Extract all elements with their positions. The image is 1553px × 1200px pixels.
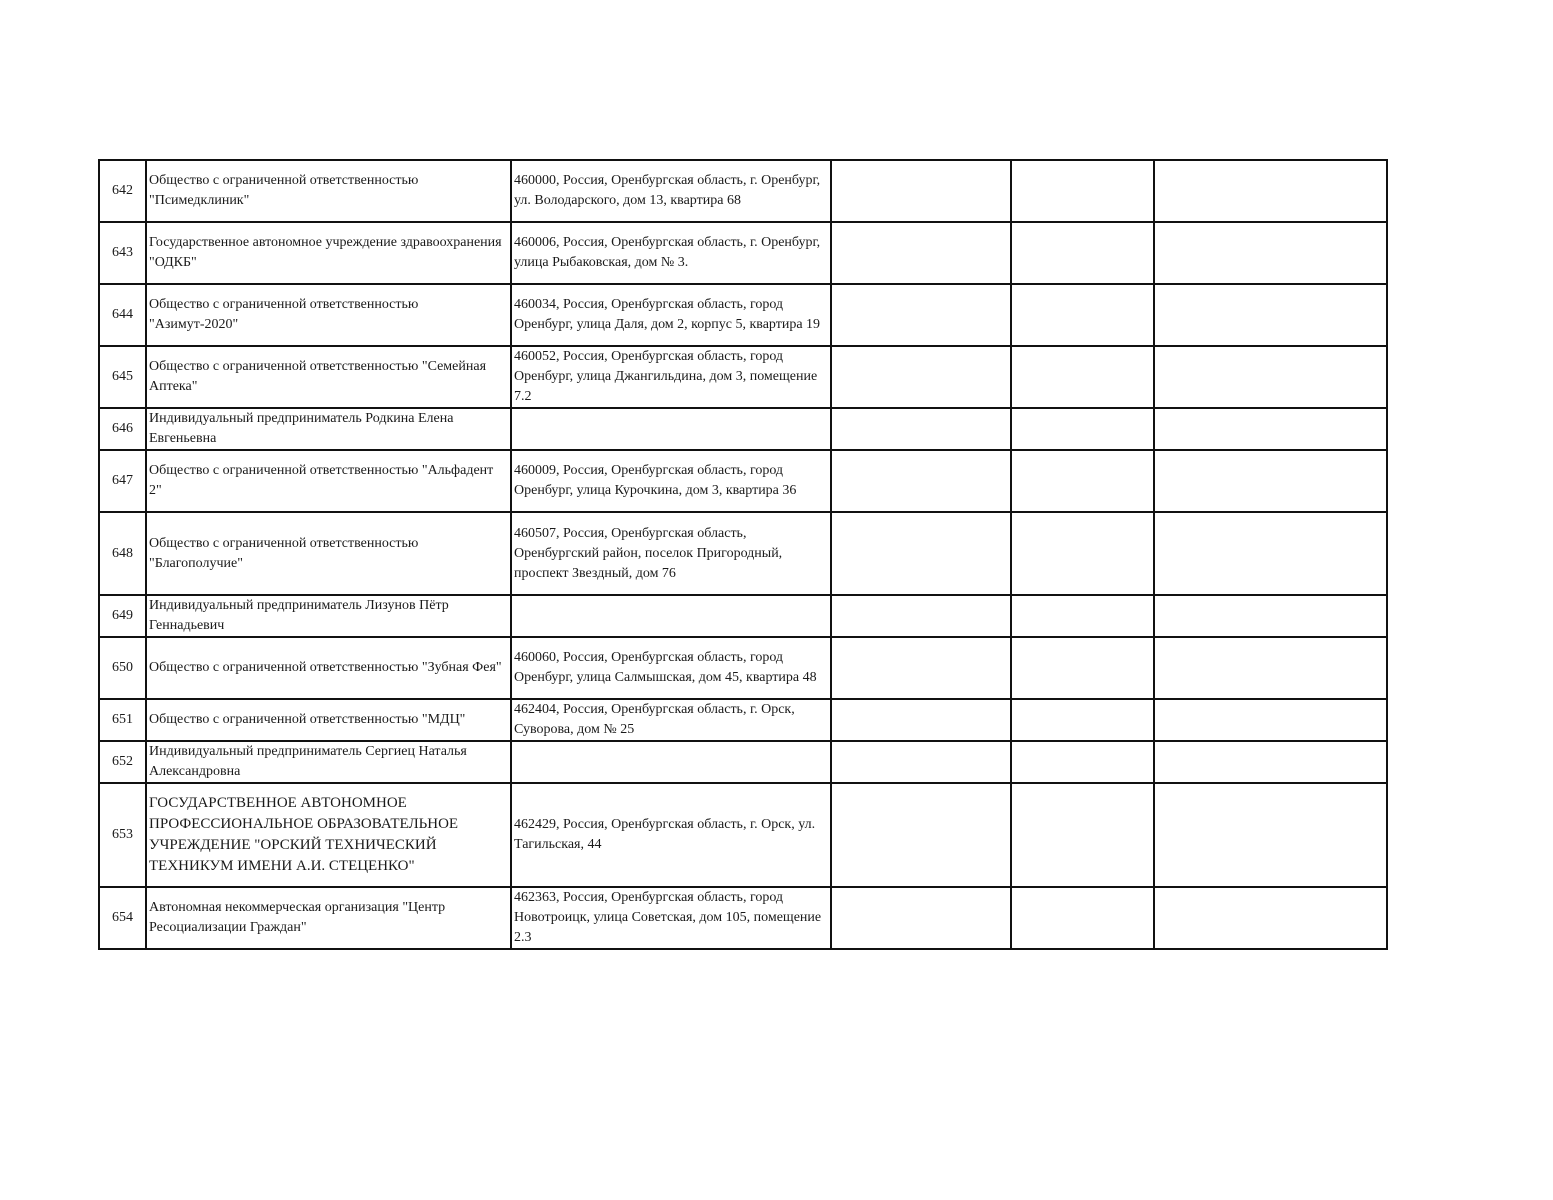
cell-col5 <box>1011 284 1154 346</box>
cell-col6 <box>1154 346 1387 408</box>
cell-num: 646 <box>99 408 146 450</box>
cell-col4 <box>831 512 1011 595</box>
cell-org: Индивидуальный предприниматель Лизунов Пётр Геннадьевич <box>146 595 511 637</box>
cell-num: 642 <box>99 160 146 222</box>
cell-org: Общество с ограниченной ответственностью "Семейная Аптека" <box>146 346 511 408</box>
cell-num: 645 <box>99 346 146 408</box>
cell-col5 <box>1011 408 1154 450</box>
cell-org: Общество с ограниченной ответственностью "Псимедклиник" <box>146 160 511 222</box>
table-row <box>99 741 1387 783</box>
cell-num: 649 <box>99 595 146 637</box>
table-row <box>99 408 1387 450</box>
cell-org: Автономная некоммерческая организация "Центр Ресоциализации Граждан" <box>146 887 511 949</box>
cell-num: 647 <box>99 450 146 512</box>
registry-table <box>98 159 1388 950</box>
cell-org: Общество с ограниченной ответственностью "Азимут-2020" <box>146 284 511 346</box>
cell-col4 <box>831 699 1011 741</box>
table-row <box>99 595 1387 637</box>
cell-address: 462429, Россия, Оренбургская область, г. Орск, ул. Тагильская, 44 <box>511 783 831 887</box>
cell-address: 460034, Россия, Оренбургская область, город Оренбург, улица Даля, дом 2, корпус 5, квартира 19 <box>511 284 831 346</box>
cell-col4 <box>831 346 1011 408</box>
cell-org: Общество с ограниченной ответственностью "МДЦ" <box>146 699 511 741</box>
cell-num: 643 <box>99 222 146 284</box>
cell-col5 <box>1011 450 1154 512</box>
cell-col6 <box>1154 450 1387 512</box>
cell-org: Индивидуальный предприниматель Сергиец Наталья Александровна <box>146 741 511 783</box>
cell-col6 <box>1154 284 1387 346</box>
cell-col6 <box>1154 741 1387 783</box>
cell-address: 460009, Россия, Оренбургская область, город Оренбург, улица Курочкина, дом 3, квартира 36 <box>511 450 831 512</box>
cell-col5 <box>1011 160 1154 222</box>
cell-org: Государственное автономное учреждение здравоохранения "ОДКБ" <box>146 222 511 284</box>
cell-col6 <box>1154 222 1387 284</box>
cell-address: 460006, Россия, Оренбургская область, г. Оренбург, улица Рыбаковская, дом № 3. <box>511 222 831 284</box>
cell-col4 <box>831 637 1011 699</box>
table-row <box>99 222 1387 284</box>
cell-col5 <box>1011 512 1154 595</box>
cell-address: 462404, Россия, Оренбургская область, г. Орск, Суворова, дом № 25 <box>511 699 831 741</box>
cell-col6 <box>1154 595 1387 637</box>
cell-num: 654 <box>99 887 146 949</box>
table-row <box>99 160 1387 222</box>
cell-col5 <box>1011 887 1154 949</box>
registry-body <box>99 160 1387 949</box>
cell-col6 <box>1154 887 1387 949</box>
cell-col5 <box>1011 741 1154 783</box>
table-row <box>99 887 1387 949</box>
cell-address: 460052, Россия, Оренбургская область, город Оренбург, улица Джангильдина, дом 3, помещение 7.2 <box>511 346 831 408</box>
cell-col4 <box>831 741 1011 783</box>
cell-num: 652 <box>99 741 146 783</box>
cell-col4 <box>831 595 1011 637</box>
table-row <box>99 699 1387 741</box>
cell-col4 <box>831 450 1011 512</box>
cell-org: Общество с ограниченной ответственностью "Зубная Фея" <box>146 637 511 699</box>
cell-address <box>511 741 831 783</box>
cell-col5 <box>1011 783 1154 887</box>
cell-org: Общество с ограниченной ответственностью "Благополучие" <box>146 512 511 595</box>
cell-address: 460060, Россия, Оренбургская область, город Оренбург, улица Салмышская, дом 45, квартира 48 <box>511 637 831 699</box>
cell-col4 <box>831 408 1011 450</box>
cell-col5 <box>1011 222 1154 284</box>
cell-address <box>511 408 831 450</box>
cell-address: 462363, Россия, Оренбургская область, город Новотроицк, улица Советская, дом 105, помещение 2.3 <box>511 887 831 949</box>
cell-org: ГОСУДАРСТВЕННОЕ АВТОНОМНОЕ ПРОФЕССИОНАЛЬНОЕ ОБРАЗОВАТЕЛЬНОЕ УЧРЕЖДЕНИЕ "ОРСКИЙ ТЕХНИЧЕСКИЙ ТЕХНИКУМ ИМЕНИ А.И. СТЕЦЕНКО" <box>146 783 511 887</box>
cell-address: 460507, Россия, Оренбургская область, Оренбургский район, поселок Пригородный, проспект Звездный, дом 76 <box>511 512 831 595</box>
cell-col5 <box>1011 595 1154 637</box>
cell-col5 <box>1011 637 1154 699</box>
cell-col6 <box>1154 408 1387 450</box>
cell-org: Общество с ограниченной ответственностью "Альфадент 2" <box>146 450 511 512</box>
table-row <box>99 512 1387 595</box>
cell-col6 <box>1154 783 1387 887</box>
cell-num: 651 <box>99 699 146 741</box>
cell-col5 <box>1011 699 1154 741</box>
cell-col4 <box>831 284 1011 346</box>
cell-col6 <box>1154 637 1387 699</box>
cell-address <box>511 595 831 637</box>
cell-num: 650 <box>99 637 146 699</box>
cell-col6 <box>1154 160 1387 222</box>
cell-col5 <box>1011 346 1154 408</box>
cell-col4 <box>831 783 1011 887</box>
table-row <box>99 284 1387 346</box>
cell-col4 <box>831 160 1011 222</box>
table-row <box>99 783 1387 887</box>
table-row <box>99 346 1387 408</box>
cell-num: 648 <box>99 512 146 595</box>
table-row <box>99 450 1387 512</box>
cell-num: 644 <box>99 284 146 346</box>
cell-address: 460000, Россия, Оренбургская область, г. Оренбург, ул. Володарского, дом 13, квартира 68 <box>511 160 831 222</box>
cell-col6 <box>1154 699 1387 741</box>
table-row <box>99 637 1387 699</box>
cell-org: Индивидуальный предприниматель Родкина Елена Евгеньевна <box>146 408 511 450</box>
cell-num: 653 <box>99 783 146 887</box>
cell-col4 <box>831 887 1011 949</box>
cell-col4 <box>831 222 1011 284</box>
cell-col6 <box>1154 512 1387 595</box>
